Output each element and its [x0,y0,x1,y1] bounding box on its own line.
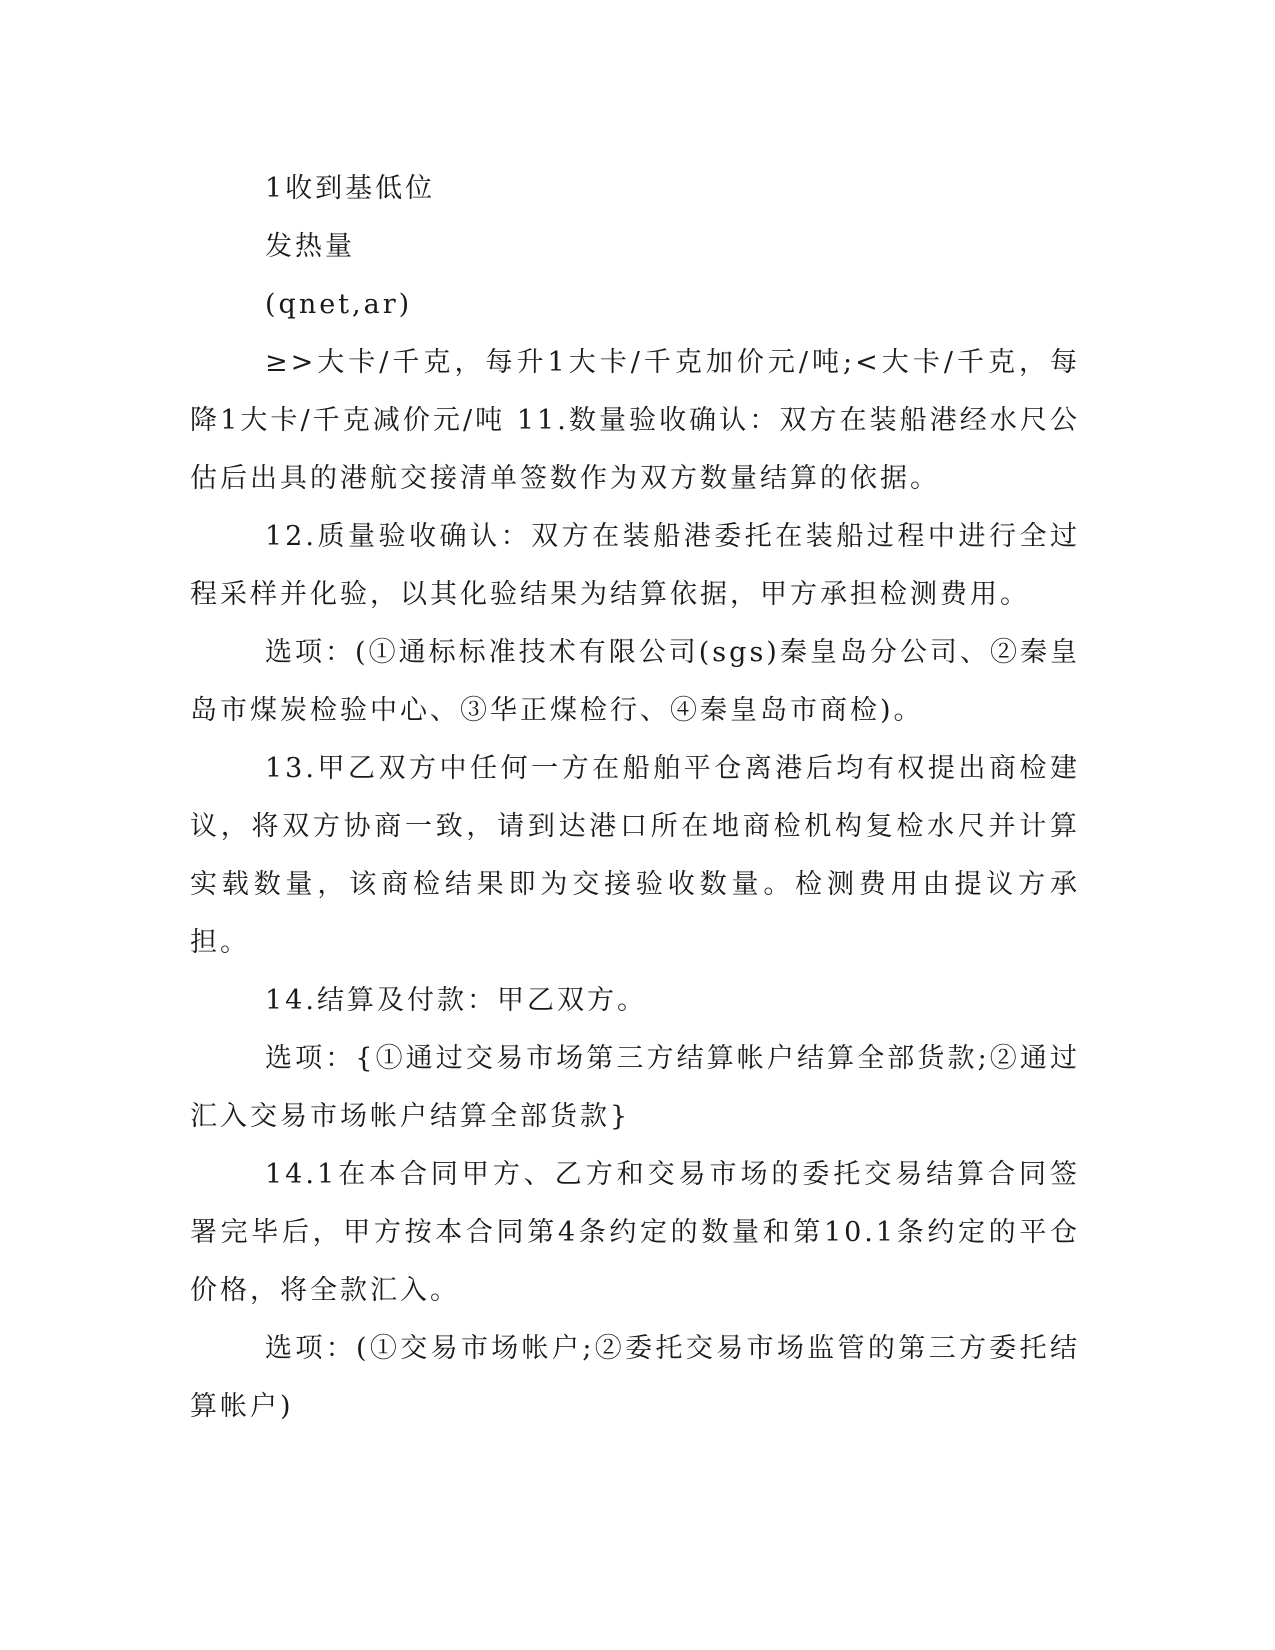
paragraph-clause-14-options: 选项：{①通过交易市场第三方结算帐户结算全部货款;②通过汇入交易市场帐户结算全部货款} [190,1043,1080,1132]
document-body [190,160,1080,1436]
paragraph-clause-14-1-options: 选项：(①交易市场帐户;②委托交易市场监管的第三方委托结算帐户) [190,1333,1080,1422]
paragraph-heat-value-heading: 1收到基低位 [265,173,436,204]
paragraph-clause-14-settlement: 14.结算及付款：甲乙双方。 [265,985,647,1016]
paragraph-price-adjustment-clause-11: ≥>大卡/千克，每升1大卡/千克加价元/吨;<大卡/千克，每降1大卡/千克减价元/吨 11.数量验收确认：双方在装船港经水尺公估后出具的港航交接清单签数作为双方数量结算的依据。 [190,347,1080,494]
paragraph-clause-13-inspection: 13.甲乙双方中任何一方在船舶平仓离港后均有权提出商检建议，将双方协商一致，请到达港口所在地商检机构复检水尺并计算实载数量，该商检结果即为交接验收数量。检测费用由提议方承担。 [190,753,1080,958]
paragraph-heat-value-symbol: (qnet,ar) [265,289,413,320]
paragraph-clause-14-1-payment: 14.1在本合同甲方、乙方和交易市场的委托交易结算合同签署完毕后，甲方按本合同第4条约定的数量和第10.1条约定的平仓价格，将全款汇入。 [190,1159,1080,1306]
paragraph-heat-value-label: 发热量 [265,231,355,262]
paragraph-clause-12-options: 选项：(①通标标准技术有限公司(sgs)秦皇岛分公司、②秦皇岛市煤炭检验中心、③华正煤检行、④秦皇岛市商检)。 [190,637,1080,726]
paragraph-clause-12-quality: 12.质量验收确认：双方在装船港委托在装船过程中进行全过程采样并化验，以其化验结果为结算依据，甲方承担检测费用。 [190,521,1080,610]
